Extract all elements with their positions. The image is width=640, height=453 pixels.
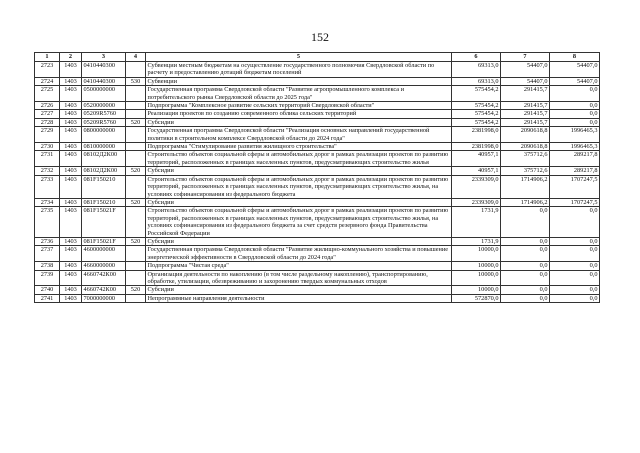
target-article-code-cell: 05209R5760 [82, 110, 126, 118]
row-number-cell: 2729 [35, 127, 60, 143]
table-row [35, 110, 600, 118]
section-code-cell: 1403 [60, 175, 82, 198]
amount-year1-cell: 2381998,0 [452, 127, 501, 143]
description-cell: Реализация проектов по созданию современного облика сельских территорий [146, 110, 452, 118]
amount-year2-cell: 1714906,2 [501, 198, 550, 206]
amount-year2-cell: 2090618,8 [501, 143, 550, 151]
amount-year1-cell: 575454,2 [452, 110, 501, 118]
row-number-cell: 2739 [35, 270, 60, 286]
row-number-cell: 2723 [35, 62, 60, 78]
amount-year2-cell: 54407,0 [501, 62, 550, 78]
amount-year2-cell: 0,0 [501, 286, 550, 294]
expense-type-code-cell [126, 127, 146, 143]
section-code-cell: 1403 [60, 118, 82, 126]
amount-year1-cell: 575454,2 [452, 102, 501, 110]
table-row [35, 207, 600, 238]
amount-year2-cell: 54407,0 [501, 77, 550, 85]
row-number-cell: 2740 [35, 286, 60, 294]
amount-year2-cell: 2090618,8 [501, 127, 550, 143]
column-header: 4 [126, 53, 146, 62]
expense-type-code-cell [126, 175, 146, 198]
section-code-cell: 1403 [60, 62, 82, 78]
column-header: 8 [550, 53, 600, 62]
target-article-code-cell: 0410440300 [82, 62, 126, 78]
expense-type-code-cell [126, 270, 146, 286]
amount-year1-cell: 40957,1 [452, 167, 501, 175]
row-number-cell: 2736 [35, 237, 60, 245]
row-number-cell: 2734 [35, 198, 60, 206]
amount-year2-cell: 0,0 [501, 246, 550, 262]
description-cell: Субсидии [146, 286, 452, 294]
expense-type-code-cell [126, 110, 146, 118]
section-code-cell: 1403 [60, 270, 82, 286]
target-article-code-cell: 05209R5760 [82, 118, 126, 126]
amount-year3-cell: 0,0 [550, 246, 600, 262]
section-code-cell: 1403 [60, 143, 82, 151]
section-code-cell: 1403 [60, 102, 82, 110]
row-number-cell: 2733 [35, 175, 60, 198]
target-article-code-cell: 0500000000 [82, 86, 126, 102]
section-code-cell: 1403 [60, 86, 82, 102]
section-code-cell: 1403 [60, 262, 82, 270]
amount-year3-cell: 289217,8 [550, 167, 600, 175]
expense-type-code-cell: 520 [126, 198, 146, 206]
description-cell: Организация деятельности по накоплению (в том числе раздельному накоплению), транспортированию, обработке, утилизации, обезвреживанию и захоронению твердых коммунальных отходов [146, 270, 452, 286]
amount-year1-cell: 1731,9 [452, 237, 501, 245]
description-cell: Подпрограмма "Чистая среда" [146, 262, 452, 270]
table-row [35, 151, 600, 167]
description-cell: Субвенции [146, 77, 452, 85]
amount-year2-cell: 375712,6 [501, 151, 550, 167]
expense-type-code-cell [126, 151, 146, 167]
budget-table [34, 52, 600, 303]
table-row [35, 237, 600, 245]
expense-type-code-cell [126, 102, 146, 110]
row-number-cell: 2737 [35, 246, 60, 262]
row-number-cell: 2731 [35, 151, 60, 167]
section-code-cell: 1403 [60, 167, 82, 175]
amount-year3-cell: 0,0 [550, 237, 600, 245]
table-row [35, 102, 600, 110]
table-body [35, 62, 600, 303]
target-article-code-cell: 4660742К00 [82, 270, 126, 286]
section-code-cell: 1403 [60, 77, 82, 85]
description-cell: Государственная программа Свердловской области "Реализация основных направлений государственной политики в строительном комплексе Свердловской области до 2024 года" [146, 127, 452, 143]
amount-year1-cell: 69313,0 [452, 77, 501, 85]
row-number-cell: 2727 [35, 110, 60, 118]
section-code-cell: 1403 [60, 294, 82, 302]
table-row [35, 118, 600, 126]
target-article-code-cell: 081F15021F [82, 207, 126, 238]
target-article-code-cell: 081F150210 [82, 198, 126, 206]
amount-year1-cell: 10000,0 [452, 270, 501, 286]
amount-year2-cell: 291415,7 [501, 86, 550, 102]
target-article-code-cell: 4600000000 [82, 246, 126, 262]
amount-year1-cell: 2339309,0 [452, 175, 501, 198]
amount-year1-cell: 575454,2 [452, 86, 501, 102]
amount-year1-cell: 10000,0 [452, 262, 501, 270]
table-row [35, 246, 600, 262]
target-article-code-cell: 0800000000 [82, 127, 126, 143]
expense-type-code-cell [126, 294, 146, 302]
amount-year3-cell: 1996465,3 [550, 143, 600, 151]
amount-year1-cell: 10000,0 [452, 286, 501, 294]
table-row [35, 143, 600, 151]
table-row [35, 77, 600, 85]
expense-type-code-cell [126, 246, 146, 262]
description-cell: Субсидии [146, 118, 452, 126]
column-header: 2 [60, 53, 82, 62]
amount-year1-cell: 69313,0 [452, 62, 501, 78]
target-article-code-cell: 0410440300 [82, 77, 126, 85]
amount-year1-cell: 1731,9 [452, 207, 501, 238]
table-row [35, 262, 600, 270]
section-code-cell: 1403 [60, 207, 82, 238]
section-code-cell: 1403 [60, 198, 82, 206]
expense-type-code-cell: 520 [126, 118, 146, 126]
description-cell: Субсидии [146, 237, 452, 245]
amount-year2-cell: 375712,6 [501, 167, 550, 175]
amount-year3-cell: 0,0 [550, 270, 600, 286]
target-article-code-cell: 08102Д2К00 [82, 167, 126, 175]
amount-year1-cell: 2339309,0 [452, 198, 501, 206]
description-cell: Строительство объектов социальной сферы и автомобильных дорог в рамках реализации проектов по развитию территорий, расположенных в границах населенных пунктов, предусматривающих строительство жилья [146, 151, 452, 167]
table-row [35, 167, 600, 175]
amount-year1-cell: 575454,2 [452, 118, 501, 126]
amount-year3-cell: 0,0 [550, 286, 600, 294]
table-row [35, 294, 600, 302]
row-number-cell: 2724 [35, 77, 60, 85]
table-row [35, 270, 600, 286]
table-row [35, 127, 600, 143]
amount-year3-cell: 0,0 [550, 86, 600, 102]
description-cell: Строительство объектов социальной сферы и автомобильных дорог в рамках реализации проектов по развитию территорий, расположенных в границах населенных пунктов, предусматривающих строительство жилья, на условиях софинансирования из федерального бюджета за счет средств резервного фонда Правительства Российской Федерации [146, 207, 452, 238]
table-row [35, 175, 600, 198]
amount-year2-cell: 0,0 [501, 262, 550, 270]
expense-type-code-cell [126, 62, 146, 78]
amount-year2-cell: 291415,7 [501, 102, 550, 110]
column-header: 1 [35, 53, 60, 62]
section-code-cell: 1403 [60, 286, 82, 294]
table-row [35, 198, 600, 206]
section-code-cell: 1403 [60, 237, 82, 245]
amount-year3-cell: 0,0 [550, 294, 600, 302]
amount-year2-cell: 291415,7 [501, 110, 550, 118]
table-header-row [35, 53, 600, 62]
description-cell: Субсидии [146, 198, 452, 206]
target-article-code-cell: 0810000000 [82, 143, 126, 151]
amount-year3-cell: 0,0 [550, 102, 600, 110]
amount-year2-cell: 0,0 [501, 270, 550, 286]
description-cell: Субсидии [146, 167, 452, 175]
section-code-cell: 1403 [60, 151, 82, 167]
amount-year2-cell: 0,0 [501, 237, 550, 245]
amount-year3-cell: 1996465,3 [550, 127, 600, 143]
expense-type-code-cell: 520 [126, 237, 146, 245]
description-cell: Строительство объектов социальной сферы и автомобильных дорог в рамках реализации проектов по развитию территорий, расположенных в границах населенных пунктов, предусматривающих строительство жилья, на условиях софинансирования из федерального бюджета [146, 175, 452, 198]
row-number-cell: 2728 [35, 118, 60, 126]
table-row [35, 62, 600, 78]
amount-year3-cell: 1707247,5 [550, 175, 600, 198]
page-number: 152 [311, 30, 329, 44]
row-number-cell: 2735 [35, 207, 60, 238]
section-code-cell: 1403 [60, 110, 82, 118]
column-header: 6 [452, 53, 501, 62]
expense-type-code-cell: 520 [126, 167, 146, 175]
target-article-code-cell: 0520000000 [82, 102, 126, 110]
amount-year3-cell: 1707247,5 [550, 198, 600, 206]
row-number-cell: 2732 [35, 167, 60, 175]
expense-type-code-cell [126, 143, 146, 151]
target-article-code-cell: 08102Д2К00 [82, 151, 126, 167]
column-header: 5 [146, 53, 452, 62]
amount-year3-cell: 54407,0 [550, 62, 600, 78]
amount-year2-cell: 291415,7 [501, 118, 550, 126]
amount-year3-cell: 0,0 [550, 118, 600, 126]
column-header: 7 [501, 53, 550, 62]
target-article-code-cell: 7000000000 [82, 294, 126, 302]
target-article-code-cell: 081F15021F [82, 237, 126, 245]
section-code-cell: 1403 [60, 246, 82, 262]
amount-year3-cell: 54407,0 [550, 77, 600, 85]
amount-year3-cell: 0,0 [550, 262, 600, 270]
row-number-cell: 2741 [35, 294, 60, 302]
table-row [35, 286, 600, 294]
expense-type-code-cell: 520 [126, 286, 146, 294]
description-cell: Субвенции местным бюджетам на осуществление государственного полномочия Свердловской области по расчету и предоставлению дотаций бюджетам поселений [146, 62, 452, 78]
expense-type-code-cell [126, 207, 146, 238]
amount-year1-cell: 572870,0 [452, 294, 501, 302]
expense-type-code-cell: 530 [126, 77, 146, 85]
expense-type-code-cell [126, 262, 146, 270]
amount-year1-cell: 2381998,0 [452, 143, 501, 151]
column-header: 3 [82, 53, 126, 62]
amount-year3-cell: 289217,8 [550, 151, 600, 167]
row-number-cell: 2738 [35, 262, 60, 270]
amount-year2-cell: 1714906,2 [501, 175, 550, 198]
row-number-cell: 2726 [35, 102, 60, 110]
description-cell: Государственная программа Свердловской области "Развитие жилищно-коммунального хозяйства и повышение энергетической эффективности в Свердловской области до 2024 года" [146, 246, 452, 262]
expense-type-code-cell [126, 86, 146, 102]
amount-year1-cell: 10000,0 [452, 246, 501, 262]
target-article-code-cell: 081F150210 [82, 175, 126, 198]
amount-year3-cell: 0,0 [550, 110, 600, 118]
row-number-cell: 2730 [35, 143, 60, 151]
row-number-cell: 2725 [35, 86, 60, 102]
description-cell: Подпрограмма "Стимулирование развития жилищного строительства" [146, 143, 452, 151]
table-row [35, 86, 600, 102]
amount-year1-cell: 40957,1 [452, 151, 501, 167]
target-article-code-cell: 4660000000 [82, 262, 126, 270]
description-cell: Непрограммные направления деятельности [146, 294, 452, 302]
section-code-cell: 1403 [60, 127, 82, 143]
description-cell: Подпрограмма "Комплексное развитие сельских территорий Свердловской области" [146, 102, 452, 110]
amount-year2-cell: 0,0 [501, 207, 550, 238]
amount-year2-cell: 0,0 [501, 294, 550, 302]
amount-year3-cell: 0,0 [550, 207, 600, 238]
target-article-code-cell: 4660742К00 [82, 286, 126, 294]
description-cell: Государственная программа Свердловской области "Развитие агропромышленного комплекса и потребительского рынка Свердловской области до 2025 года" [146, 86, 452, 102]
